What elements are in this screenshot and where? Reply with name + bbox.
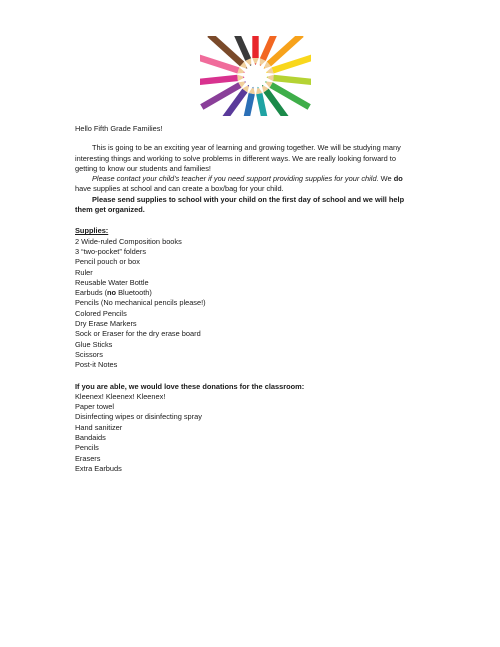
earbuds-no: no [107,288,117,298]
contact-we-text: We [378,174,394,184]
list-item: 2 Wide-ruled Composition books [75,236,182,246]
list-item: Pencils [75,443,99,453]
list-item: Hand sanitizer [75,422,123,432]
supplies-heading: Supplies: [75,226,109,236]
intro-text: This is going to be an exciting year of learning and growing together. We will be studying many interesting things and working to solve problems in different ways. We are really looking forward to getting to know our students and families! [75,143,401,173]
earbuds-prefix: Earbuds ( [75,288,108,298]
contact-do-text: do [393,174,403,184]
list-item-earbuds [75,288,415,298]
list-item: Erasers [75,453,101,463]
earbuds-suffix: Bluetooth) [116,288,152,298]
donations-heading: If you are able, we would love these donations for the classroom: [75,381,305,391]
list-item: Pencil pouch or box [75,257,140,267]
list-item: Pencils (No mechanical pencils please!) [75,298,206,308]
list-item: Reusable Water Bottle [75,277,149,287]
letter-body [75,124,415,474]
list-item: Colored Pencils [75,308,127,318]
list-item: Paper towel [75,402,115,412]
list-item: Bandaids [75,433,106,443]
list-item: Post-it Notes [75,360,118,370]
list-item: 3 “two-pocket” folders [75,246,147,256]
list-item: Glue Sticks [75,339,113,349]
intro-paragraph [75,143,415,174]
donations-list [75,392,415,474]
list-item: Scissors [75,349,103,359]
list-item: Sock or Eraser for the dry erase board [75,329,201,339]
list-item: Dry Erase Markers [75,319,137,329]
send-supplies-text: Please send supplies to school with your child on the first day of school and we will help them get organized. [75,194,405,215]
send-supplies-paragraph [75,195,415,216]
list-item: Ruler [75,267,93,277]
list-item: Extra Earbuds [75,463,122,473]
list-item: Kleenex! Kleenex! Kleenex! [75,391,166,401]
colored-pencils-image [200,36,311,116]
supplies-list [75,237,415,371]
contact-rest-text: have supplies at school and can create a box/bag for your child. [75,184,284,194]
greeting: Hello Fifth Grade Families! [75,124,163,133]
list-item: Disinfecting wipes or disinfecting spray [75,412,202,422]
contact-paragraph [75,174,415,195]
contact-italic-text: Please contact your child’s teacher if you need support providing supplies for your child. [92,174,379,184]
